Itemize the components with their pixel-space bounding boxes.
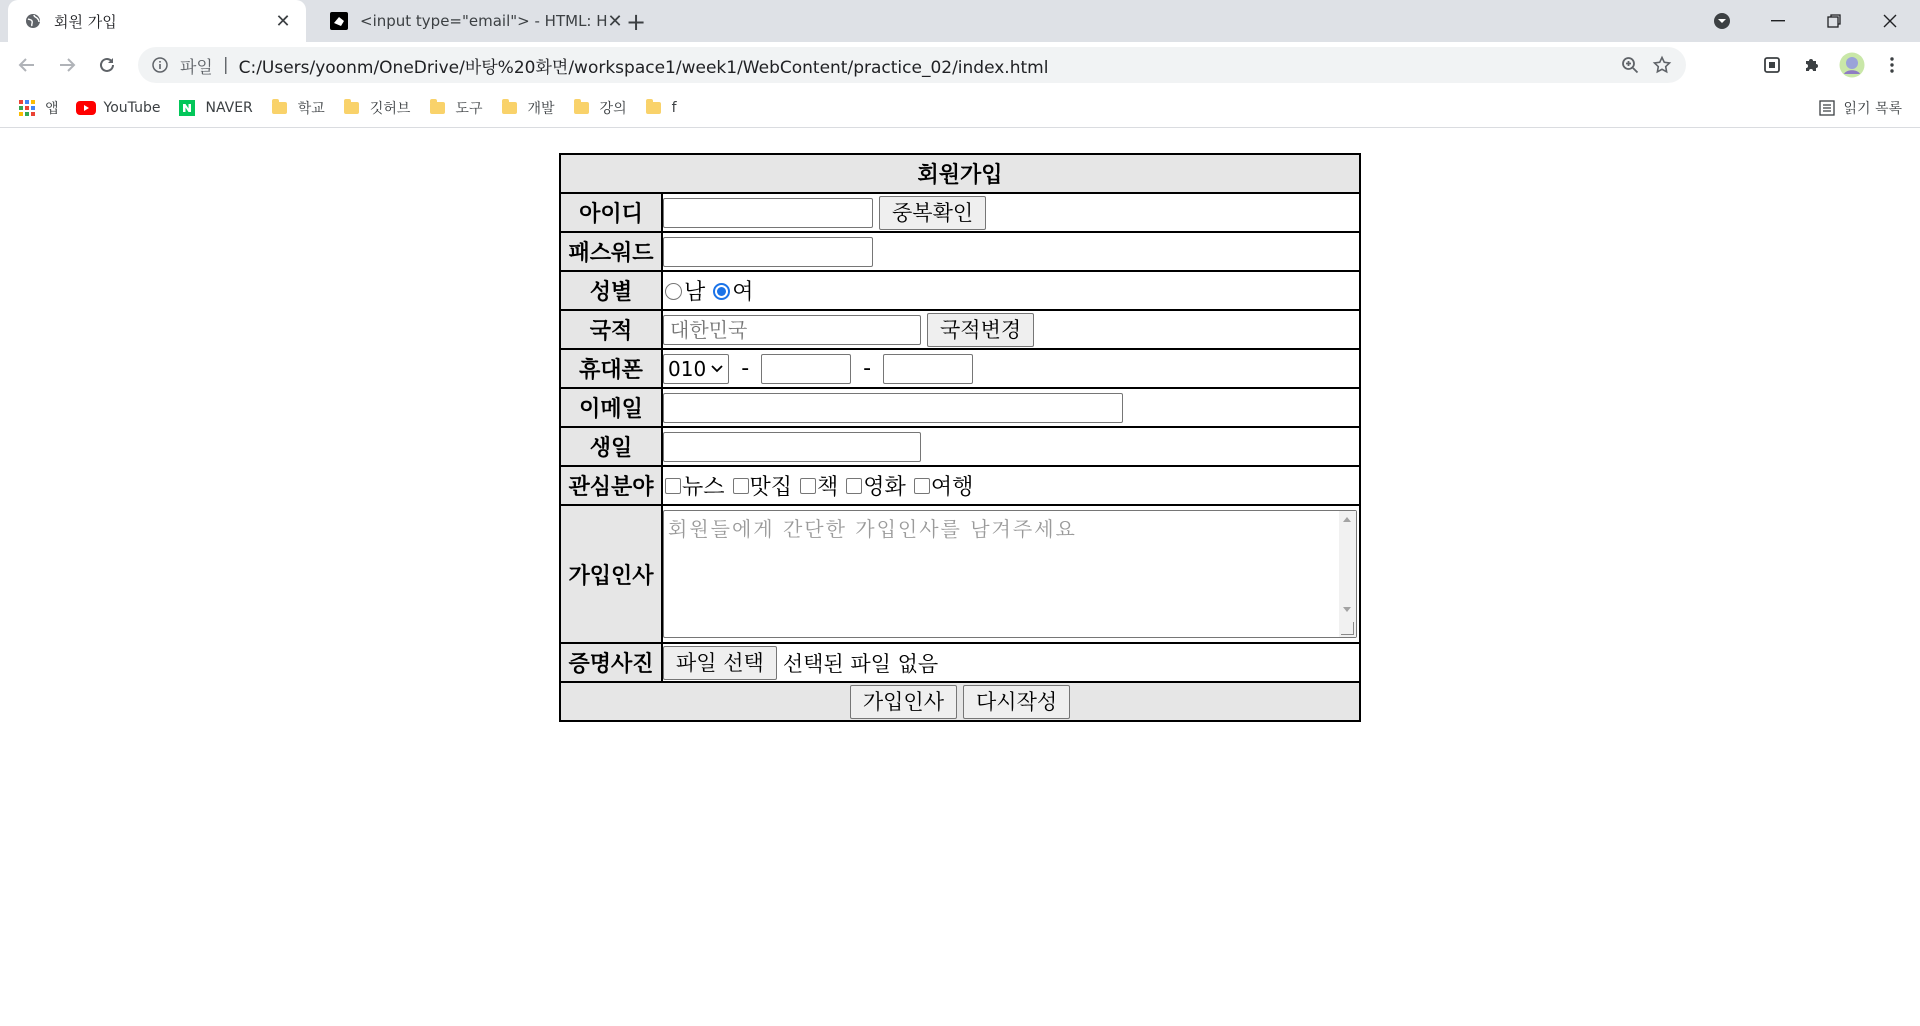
folder-icon [500,99,518,117]
mdn-icon [330,12,348,30]
scheme-divider: | [222,55,229,75]
new-tab-button[interactable]: + [625,8,647,36]
file-status-text: 선택된 파일 없음 [782,651,939,676]
password-input[interactable] [663,237,873,267]
submit-button[interactable]: 가입인사 [850,685,957,719]
greeting-label: 가입인사 [560,505,662,643]
restore-icon[interactable] [1806,0,1862,42]
bookmark-label: 학교 [297,100,325,117]
avatar[interactable] [1838,51,1866,79]
bookmark-label: YouTube [103,99,161,116]
page-content [0,128,1920,1026]
birthday-label: 생일 [560,427,662,466]
birthday-input[interactable] [663,432,921,462]
phone-separator: - [741,356,750,381]
bookmark-label: 도구 [455,100,483,117]
reading-list-label: 읽기 목록 [1843,100,1902,117]
info-icon[interactable] [150,55,170,75]
interest-food-label: 맛집 [749,475,793,500]
browser-toolbar [0,42,1920,88]
photo-label: 증명사진 [560,643,662,682]
birthday-cell [662,427,1360,466]
gender-label: 성별 [560,271,662,310]
phone-cell [662,349,1360,388]
greeting-cell [662,505,1360,643]
password-cell [662,232,1360,271]
photo-cell [662,643,1360,682]
email-input[interactable] [663,393,1123,423]
bookmark-folder[interactable] [645,99,677,117]
bookmark-label: 개발 [527,100,555,117]
bookmark-folder[interactable] [500,98,554,118]
phone-separator: - [863,356,872,381]
folder-icon [271,99,289,117]
chevron-down-icon [710,364,724,374]
nationality-cell [662,310,1360,349]
url-text[interactable]: C:/Users/yoonm/OneDrive/바탕%20화면/workspace1/week1/WebContent/practice_02/index.html [238,57,1049,78]
forward-icon[interactable] [54,52,80,78]
bookmark-label: 깃허브 [369,100,411,117]
choose-file-button[interactable]: 파일 선택 [663,646,777,680]
interest-books-label: 책 [817,475,839,500]
dup-check-button[interactable]: 중복확인 [879,196,986,230]
phone-prefix-value: 010 [668,356,707,381]
bookmark-folder[interactable] [573,98,627,118]
bookmark-folder[interactable] [428,98,482,118]
interest-books-checkbox[interactable] [800,478,816,494]
phone-prefix-select[interactable] [663,354,729,384]
bookmark-naver[interactable] [178,99,252,117]
greeting-textarea[interactable] [663,510,1357,638]
tab-inactive[interactable] [314,0,623,42]
close-tab-icon[interactable]: ✕ [607,10,623,32]
tab-active[interactable] [8,0,306,42]
close-window-icon[interactable] [1862,0,1918,42]
scroll-up-icon[interactable] [1343,517,1351,522]
phone-label: 휴대폰 [560,349,662,388]
gender-male-radio[interactable] [665,283,682,300]
email-label: 이메일 [560,388,662,427]
textarea-scrollbar[interactable] [1339,511,1356,637]
interest-food-checkbox[interactable] [733,478,749,494]
minimize-icon[interactable] [1750,0,1806,42]
interest-travel-checkbox[interactable] [914,478,930,494]
bookmark-label: 강의 [599,100,627,117]
gender-female-label: 여 [732,280,754,305]
bookmark-folder[interactable] [343,98,411,118]
interest-travel-label: 여행 [930,475,974,500]
interest-movies-checkbox[interactable] [846,478,862,494]
id-label: 아이디 [560,193,662,232]
reload-icon[interactable] [94,52,120,78]
id-input[interactable] [663,198,873,228]
form-title: 회원가입 [560,154,1360,193]
bookmarks-bar [0,88,1920,128]
change-nation-button[interactable]: 국적변경 [927,313,1034,347]
address-bar[interactable] [138,47,1686,83]
interest-news-label: 뉴스 [682,475,725,500]
tab-title: 회원 가입 [54,12,117,31]
bookmark-apps[interactable] [18,98,59,118]
form-actions [560,682,1360,721]
phone-middle-input[interactable] [761,354,851,384]
gender-cell [662,271,1360,310]
folder-icon [645,99,663,117]
apps-grid-icon [18,99,36,117]
naver-icon [178,99,196,117]
password-label: 패스워드 [560,232,662,271]
globe-icon [24,12,42,30]
gender-female-radio[interactable] [713,283,730,300]
resize-grip-icon[interactable] [1341,622,1354,635]
interest-movies-label: 영화 [863,475,906,500]
folder-icon [343,99,361,117]
interests-cell [662,466,1360,505]
bookmark-youtube[interactable] [77,99,161,117]
folder-icon [428,99,446,117]
signup-form-table [559,153,1361,722]
reading-list-button[interactable] [1819,98,1902,118]
browser-menu-icon[interactable] [1878,51,1906,79]
bookmark-star-icon[interactable] [1646,49,1678,81]
scroll-down-icon[interactable] [1343,607,1351,612]
nationality-label: 국적 [560,310,662,349]
nationality-input[interactable]: 대한민국 [663,315,921,345]
gender-male-label: 남 [684,280,706,305]
phone-last-input[interactable] [883,354,973,384]
interest-news-checkbox[interactable] [665,478,681,494]
screenshot-extension-icon[interactable] [1758,51,1786,79]
bookmark-label: f [671,99,677,116]
close-tab-icon[interactable]: ✕ [275,10,291,32]
zoom-icon[interactable] [1614,49,1646,81]
greeting-placeholder: 회원들에게 간단한 가입인사를 남겨주세요 [668,517,1077,541]
id-cell [662,193,1360,232]
folder-icon [573,99,591,117]
tab-title: <input type="email"> - HTML: H [360,12,608,30]
interests-label: 관심분야 [560,466,662,505]
tab-search-icon[interactable] [1694,0,1750,42]
bookmark-folder[interactable] [271,98,325,118]
scheme-label: 파일 [180,57,213,78]
extensions-puzzle-icon[interactable] [1798,51,1826,79]
bookmark-label: NAVER [205,99,253,116]
reading-list-icon [1819,100,1835,116]
reset-button[interactable]: 다시작성 [963,685,1070,719]
youtube-icon [77,99,95,117]
tab-strip [0,0,1920,42]
back-icon[interactable] [14,52,40,78]
email-cell [662,388,1360,427]
bookmark-label: 앱 [45,100,59,117]
